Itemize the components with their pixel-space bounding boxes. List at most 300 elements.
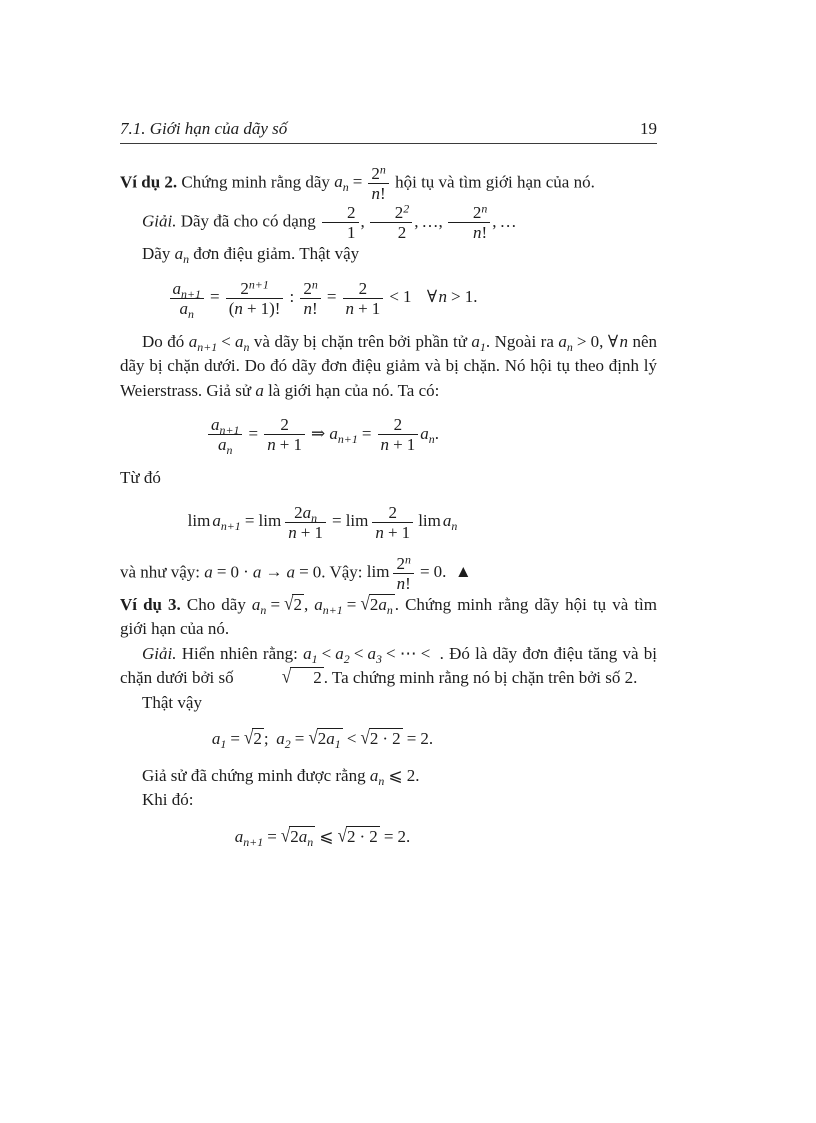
math-inline [334,162,391,204]
paragraph [120,203,657,242]
math-operator: = [299,562,309,582]
math-fraction [300,279,320,318]
fraction-numerator [300,279,320,298]
math-text: 0. [433,562,447,582]
math-variable: n [371,184,381,204]
math-variable: a [252,562,262,582]
math-text: 2 [392,729,401,749]
fraction-numerator [368,164,388,183]
radicand [317,728,343,752]
math-operator: < [386,643,396,663]
page-number: 19 [640,119,657,138]
paragraph [120,164,657,203]
paragraph [120,764,657,789]
text-run: . Ta chứng minh rằng nó bị chặn trên bởi số 2. [323,668,638,688]
math-fraction [370,203,412,242]
math-operator: = [244,511,255,531]
math-operator: + [246,298,257,318]
math-text: 2 [397,223,407,243]
math-variable: n [345,298,355,318]
math-variable: n [288,522,297,542]
math-inline [314,592,394,617]
math-operator: = [267,826,277,846]
fraction-denominator [226,298,284,318]
math-inline [204,562,321,581]
math-fraction [393,554,413,593]
text-run: Từ đó [120,468,161,488]
math-operator: = [248,423,259,443]
math-text: ; [263,729,269,749]
fraction-denominator [372,522,413,542]
paragraph [120,593,657,642]
math-operator: < [420,643,431,663]
fraction-denominator [170,298,204,321]
math-operator: < [221,331,231,351]
display-formula [120,825,525,850]
math-variable: a [420,423,429,443]
math-text: 2 [472,203,482,223]
math-inline [234,824,411,849]
fraction-numerator [226,279,284,298]
math-inline [255,381,264,400]
bold-text-run: Ví dụ 3. [120,594,181,614]
math-text: lim [187,511,211,531]
subscript: n+1 [181,286,201,301]
text-run: , [599,331,608,351]
math-text: 2. [420,729,434,749]
subscript: n [307,834,314,849]
math-operator: = [361,423,372,443]
fraction-denominator [285,522,326,542]
math-sqrt [338,825,380,850]
fraction-numerator [208,415,242,438]
math-operator: = [210,287,220,307]
math-variable: a [218,435,227,455]
math-text: lim [258,511,282,531]
math-text: 2 [369,729,379,749]
math-text: lim [345,511,369,531]
math-text: ! [380,184,386,204]
math-text: 2 [358,278,368,298]
subscript: n [311,510,318,525]
superscript: n+1 [248,277,269,292]
fraction-numerator [378,415,419,434]
math-variable: a [188,331,198,351]
math-operator: = [420,562,430,582]
math-text: , [360,211,365,231]
subscript: n [243,339,250,354]
math-sqrt [361,727,403,752]
subscript: 2 [284,737,291,752]
fraction-numerator [448,203,490,222]
subscript: 1 [311,651,318,666]
fraction-numerator [322,203,359,222]
fraction-denominator [370,222,412,242]
math-sqrt [244,727,264,752]
paragraph [120,691,657,716]
math-sqrt [238,666,324,691]
subscript: n+1 [322,602,343,617]
math-text: ! [311,298,318,318]
math-text: 1 [347,223,356,243]
fraction-denominator [322,222,359,242]
text-run: . Vậy: [321,562,367,582]
math-text: 2 [371,164,380,183]
math-text: , [414,211,419,231]
radical-sign-icon: √ [281,666,292,688]
radicand [252,728,264,749]
subscript: n [378,773,385,788]
math-variable: n [380,435,390,455]
math-text: 2 [396,553,405,573]
math-operator: = [346,594,357,614]
text-run: Hiển nhiên rằng: [176,643,304,663]
math-text: 2. [397,826,411,846]
subscript: n+1 [197,339,218,354]
math-text: 2 [394,203,404,223]
math-variable: a [329,423,338,443]
math-text: ( [228,298,235,318]
math-fraction [343,279,384,318]
radicand [346,826,380,847]
math-text: 2 [290,826,299,846]
math-text: 2 [294,502,303,522]
math-variable: a [234,331,244,351]
subscript: n [260,602,267,617]
math-inline [168,277,478,321]
display-formula [120,277,525,321]
math-inline [187,502,458,542]
document-body [120,164,657,849]
text-run: Dãy [142,244,175,264]
fraction-denominator [343,298,384,318]
math-text: 1 [314,522,323,542]
math-text: . [434,423,439,443]
math-text: … [499,211,517,231]
superscript: n [379,162,386,177]
math-text: 2 [293,594,302,614]
math-operator: + [279,435,290,455]
radical-sign-icon: √ [360,592,370,615]
math-variable: n [619,331,628,351]
math-variable: a [179,298,189,318]
math-operator: < [321,643,332,663]
text-run: Dãy đã cho có dạng [176,211,320,231]
math-sqrt [360,593,394,618]
italic-text-run: Giải. [142,211,177,231]
math-operator: = [270,594,281,614]
running-header [120,0,657,144]
math-fraction [368,164,388,203]
text-run: . Chứng minh rằng dãy hội tụ và tìm giới hạn của nó. [120,594,657,639]
subscript: 1 [220,737,227,752]
subscript: n [342,180,349,195]
math-text: ∀ [607,331,619,351]
math-text: 1 [406,435,416,455]
math-variable: a [442,511,452,531]
radicand [369,728,403,749]
text-run: hội tụ và tìm giới hạn của nó. [390,172,595,192]
subscript: n+1 [337,431,358,446]
math-operator: < [346,729,357,749]
math-operator: → [265,562,283,582]
math-inline [608,332,628,351]
math-operator: = [383,826,394,846]
math-variable: a [255,380,264,400]
math-operator: · [359,826,366,846]
section-title: 7.1. Giới hạn của dãy số [120,119,288,138]
math-text: 2 [393,415,403,435]
math-inline [558,331,600,354]
math-variable: a [251,594,261,614]
superscript: n [404,552,411,567]
math-variable: n [375,522,384,542]
paragraph [120,788,657,813]
subscript: n [226,443,233,458]
math-text: ▲ [454,562,472,582]
math-text: 2 [369,594,379,614]
fraction-numerator [393,554,413,573]
radicand [369,594,395,615]
subscript: 2 [343,651,350,666]
text-column [120,0,657,849]
math-text: ∀ [426,287,438,307]
math-variable: a [211,415,220,435]
math-text: 2 [303,278,312,298]
fraction-numerator [370,203,412,222]
math-fraction [372,503,413,542]
math-text: … [421,211,439,231]
math-operator: ⩽ [388,765,403,785]
radical-sign-icon: √ [308,727,318,749]
text-run: , [303,594,315,614]
math-text: 2 [388,502,398,522]
math-text: 1. [464,287,478,307]
fraction-denominator [264,434,305,454]
fraction-denominator [393,573,413,593]
math-operator: + [300,522,311,542]
math-text: 1 [293,435,302,455]
math-text: 2 [347,203,356,223]
math-operator: = [332,511,342,531]
math-variable: n [472,223,482,243]
math-text: 1)! [260,298,281,318]
math-variable: a [326,729,335,749]
math-text: 2 [240,278,249,298]
subscript: n+1 [243,834,264,849]
math-text: 2 [346,826,356,846]
text-run: . Ngoài ra [485,331,559,351]
math-operator: + [393,435,403,455]
text-run: là giới hạn của nó. Ta có: [263,380,440,400]
math-variable: a [334,172,343,192]
superscript: 2 [403,201,410,216]
math-variable: a [367,643,376,663]
radical-sign-icon: √ [360,727,370,749]
text-run: Khi đó: [142,790,194,810]
fraction-denominator [378,434,419,454]
fraction-numerator [372,503,413,522]
math-text: 2 [253,729,262,749]
radical-sign-icon: √ [337,824,347,847]
math-text: 2 [406,765,416,785]
math-inline [206,415,439,458]
math-operator: = [230,729,240,749]
math-variable: a [314,594,323,614]
math-operator: < [389,287,399,307]
math-variable: n [396,573,406,593]
math-variable: a [369,765,379,785]
math-operator: ⩽ [319,826,334,846]
math-variable: a [172,278,182,298]
math-operator: = [406,729,417,749]
superscript: n [481,201,488,216]
math-variable: n [438,287,447,307]
math-variable: a [298,826,308,846]
paragraph [120,466,657,491]
paragraph [120,242,657,267]
display-formula [120,503,525,542]
math-text: 1 [401,522,411,542]
math-inline [471,331,486,354]
math-operator: > [451,287,461,307]
math-operator: : [289,287,295,307]
text-run: Chứng minh rằng dãy [177,172,335,192]
paragraph [120,330,657,404]
math-inline [320,201,517,243]
math-fraction [285,503,326,542]
math-sqrt [308,727,342,752]
math-variable: a [174,244,184,264]
math-operator: · [243,562,249,582]
fraction-numerator [170,278,204,301]
text-run: Do đó [142,331,189,351]
math-text: 0 [590,331,600,351]
paragraph [120,642,657,691]
math-variable: n [267,435,276,455]
math-operator: = [326,287,337,307]
math-text: 0 [312,562,322,582]
subscript: n+1 [220,519,241,534]
superscript: n [311,277,318,292]
math-operator: · [382,729,389,749]
text-run: Giả sử đã chứng minh được rằng [142,765,370,785]
fraction-denominator [208,434,242,458]
text-run: Cho dãy [180,594,252,614]
italic-text-run: Giải. [142,643,177,663]
math-fraction [322,203,359,242]
paragraph [120,554,657,593]
math-inline [211,727,434,752]
text-run: nên dãy bị chặn dưới. Do đó dãy đơn điệu giảm và bị chặn. Nó hội tụ theo định lý Weierstrass. Giả sử [120,331,657,400]
math-inline [251,592,304,617]
radicand [292,594,304,615]
math-inline [174,244,190,267]
math-variable: a [212,511,221,531]
subscript: n [451,519,458,534]
subscript: n+1 [219,423,240,438]
bold-text-run: Ví dụ 2. [120,172,178,192]
math-fraction [226,279,284,318]
math-text: , [438,211,443,231]
math-variable: a [303,643,312,663]
math-operator: = [294,729,305,749]
math-variable: a [302,502,312,522]
subscript: 3 [376,651,382,666]
math-text: ! [405,573,411,593]
fraction-numerator [285,502,326,525]
math-text: 2 [313,668,322,688]
math-text: lim [418,511,441,531]
math-fraction [170,278,204,321]
radicand [290,667,324,688]
math-text: 0 [230,562,240,582]
radical-sign-icon: √ [244,727,254,749]
text-run: . Đó là dãy đơn điệu tăng và bị chặn dưới bởi số [120,643,658,688]
radical-sign-icon: √ [284,592,294,615]
math-text: 2 [369,826,378,846]
math-fraction [208,415,242,458]
math-operator: < [353,643,364,663]
math-inline [366,552,472,593]
math-operator: ⇒ [311,423,326,443]
math-operator: = [352,172,363,192]
math-variable: a [471,331,480,351]
text-run: đơn điệu giảm. Thật vậy [189,244,360,264]
subscript: n [566,339,573,354]
text-run: và như vậy: [120,562,205,582]
math-text: 1 [371,298,381,318]
subscript: n [386,602,393,617]
math-variable: a [211,729,221,749]
math-inline [188,331,250,354]
fraction-denominator [300,298,320,318]
math-variable: n [234,298,243,318]
math-variable: a [204,562,213,582]
math-operator: + [387,522,398,542]
math-text: 1 [403,287,412,307]
math-text: lim [366,562,390,582]
math-operator: + [358,298,368,318]
math-sqrt [284,593,304,618]
fraction-numerator [264,415,305,434]
subscript: n [188,306,194,321]
text-run: và dãy bị chặn trên bởi phần tử [249,331,472,351]
math-fraction [378,415,419,454]
math-fraction [264,415,305,454]
text-run: . [415,765,420,785]
math-variable: a [378,594,387,614]
radicand [289,826,315,847]
subscript: n [428,431,435,446]
math-inline [369,765,416,788]
math-variable: a [286,562,296,582]
math-inline [303,643,434,666]
math-fraction [448,203,490,242]
math-variable: a [234,826,244,846]
display-formula [120,727,525,752]
math-variable: a [558,331,567,351]
math-variable: a [276,729,285,749]
math-sqrt [281,825,315,850]
display-formula [120,415,525,458]
math-text: , [492,211,497,231]
math-variable: a [335,643,344,663]
subscript: n [183,252,190,267]
math-text: ! [481,223,488,243]
math-operator: = [216,562,227,582]
math-text: ⋯ [399,643,417,663]
